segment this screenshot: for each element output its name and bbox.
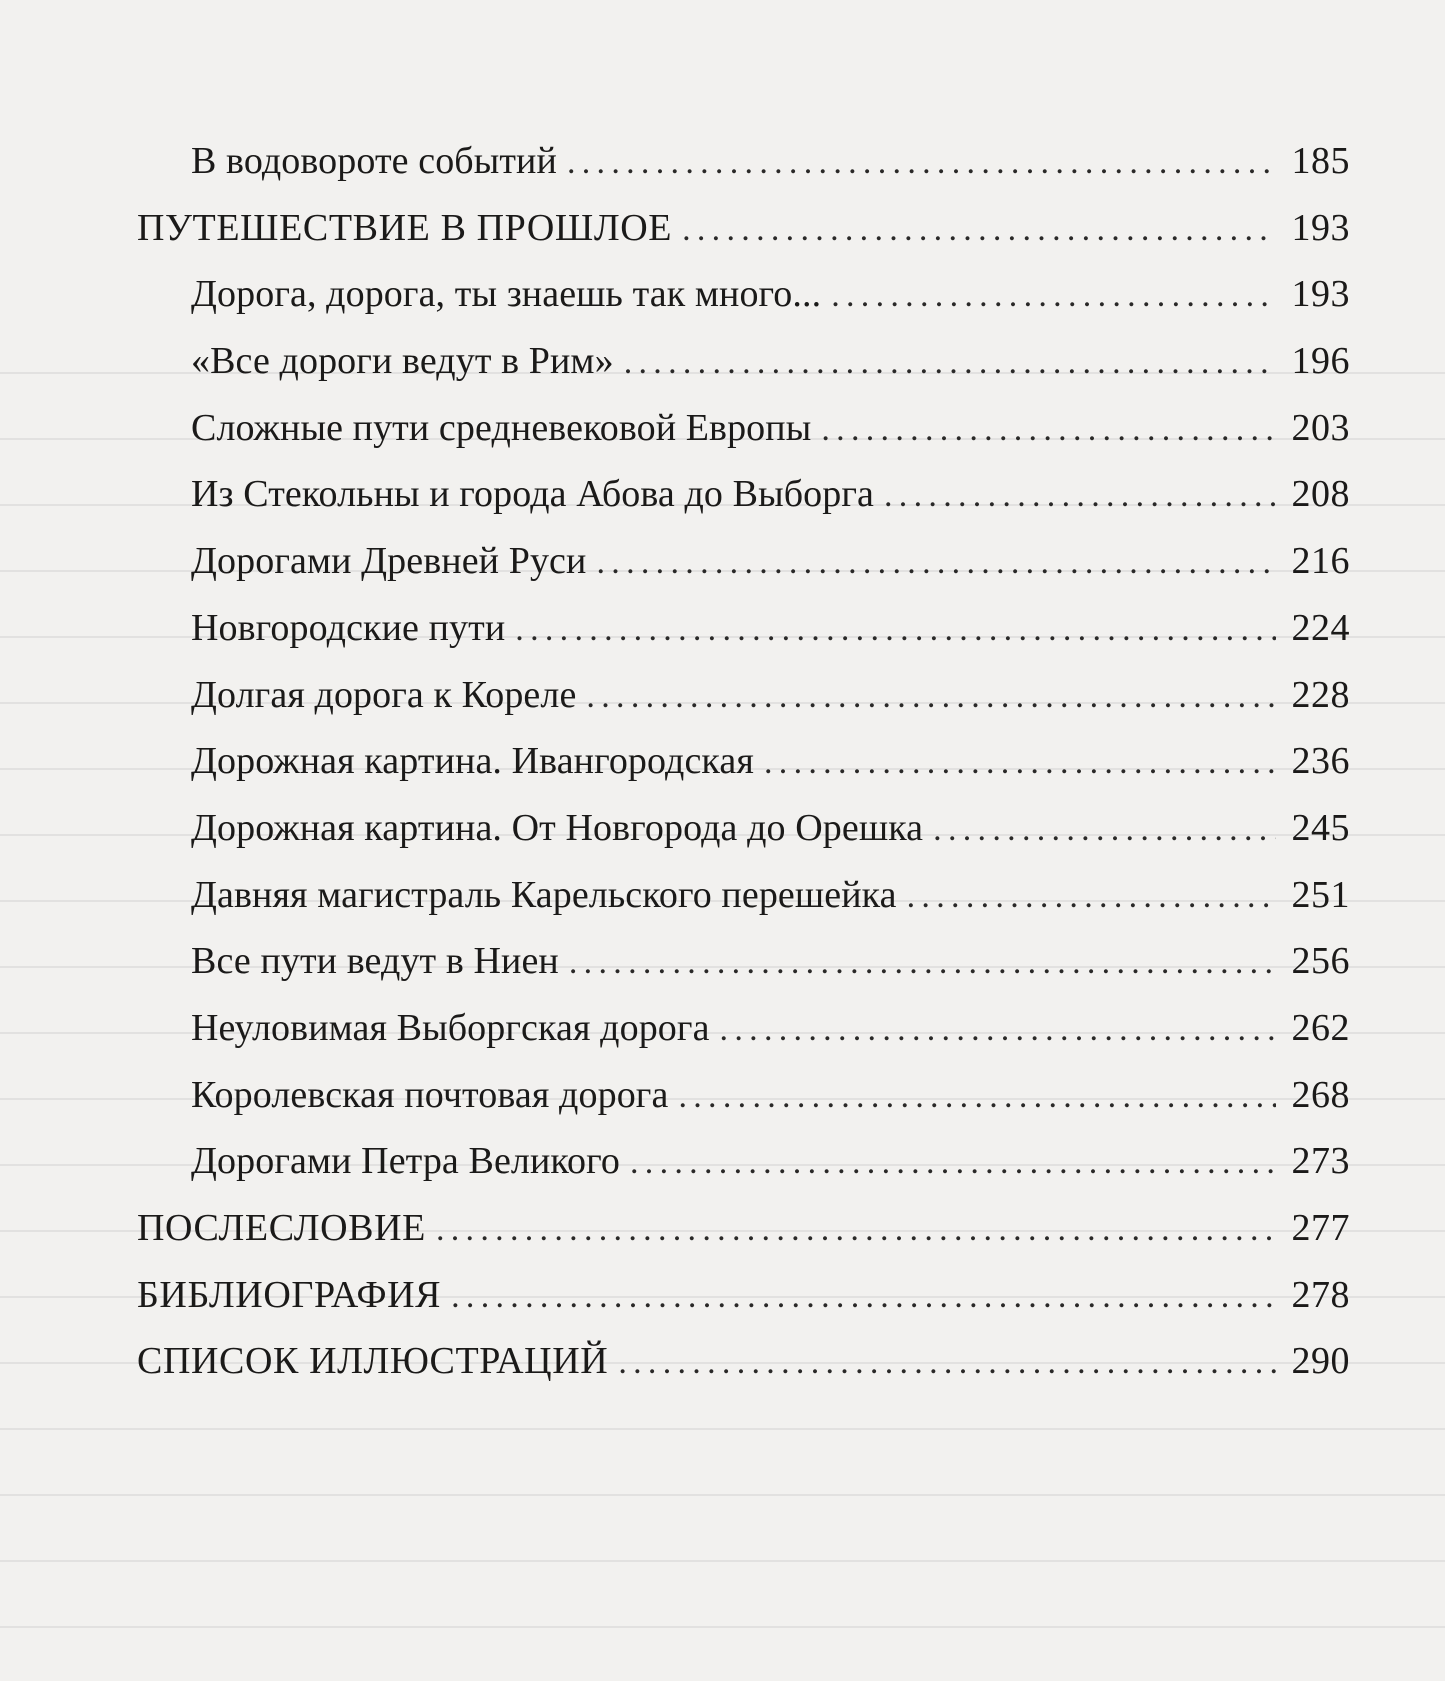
toc-page-number: 236 <box>1291 740 1350 783</box>
toc-entry-title: Долгая дорога к Кореле <box>191 673 577 716</box>
dot-leader <box>451 1264 1276 1331</box>
dot-leader <box>907 864 1276 931</box>
toc-entry-title: Неуловимая Выборгская дорога <box>191 1006 710 1049</box>
dot-leader <box>933 797 1276 864</box>
dot-leader <box>618 1330 1276 1397</box>
toc-entry-title: Все пути ведут в Ниен <box>191 940 559 983</box>
toc-page-number: 268 <box>1291 1073 1350 1116</box>
dot-leader <box>678 1064 1276 1131</box>
dot-leader <box>831 263 1276 330</box>
toc-page-number: 262 <box>1291 1006 1350 1049</box>
dot-leader <box>436 1197 1276 1264</box>
toc-entry[interactable] <box>0 128 1445 195</box>
toc-entry[interactable] <box>0 528 1445 595</box>
toc-page-number: 216 <box>1291 540 1350 583</box>
toc-entry[interactable] <box>0 995 1445 1062</box>
dot-leader <box>764 730 1276 797</box>
toc-page-number: 208 <box>1291 473 1350 516</box>
toc-entry-title: Из Стекольны и города Абова до Выборга <box>191 473 874 516</box>
dot-leader <box>624 330 1276 397</box>
toc-page-number: 290 <box>1291 1340 1350 1383</box>
toc-entry-title: Сложные пути средневековой Европы <box>191 406 812 449</box>
toc-entry[interactable] <box>0 862 1445 929</box>
toc-page-number: 224 <box>1291 606 1350 649</box>
toc-page-number: 256 <box>1291 940 1350 983</box>
toc-page-number: 203 <box>1291 406 1350 449</box>
toc-entry-title: ПОСЛЕСЛОВИЕ <box>137 1207 426 1249</box>
toc-entry[interactable] <box>0 1328 1445 1395</box>
dot-leader <box>515 597 1276 664</box>
toc-entry[interactable] <box>0 1262 1445 1329</box>
dot-leader <box>567 130 1276 197</box>
toc-page-number: 245 <box>1291 806 1350 849</box>
toc-entry[interactable] <box>0 928 1445 995</box>
toc-entry-title: Дорожная картина. От Новгорода до Орешка <box>191 806 924 849</box>
toc-entry[interactable] <box>0 461 1445 528</box>
toc-entry-title: Дорога, дорога, ты знаешь так много... <box>191 273 822 316</box>
toc-entry[interactable] <box>0 1062 1445 1129</box>
toc-page-number: 196 <box>1291 340 1350 383</box>
toc-page-number: 185 <box>1291 140 1350 182</box>
toc-page-number: 277 <box>1291 1207 1350 1249</box>
toc-entry-title: «Все дороги ведут в Рим» <box>191 340 614 383</box>
toc-page-number: 278 <box>1291 1273 1350 1316</box>
toc-entry[interactable] <box>0 328 1445 395</box>
toc-entry[interactable] <box>0 595 1445 662</box>
toc-page-number: 193 <box>1291 273 1350 316</box>
dot-leader <box>630 1130 1276 1197</box>
toc-entry-title: БИБЛИОГРАФИЯ <box>137 1273 442 1316</box>
toc-page-number: 228 <box>1291 673 1350 716</box>
dot-leader <box>682 197 1276 264</box>
dot-leader <box>569 930 1276 997</box>
toc-entry[interactable] <box>0 662 1445 729</box>
toc-entry-title: СПИСОК ИЛЛЮСТРАЦИЙ <box>137 1340 609 1383</box>
toc-entry[interactable] <box>0 728 1445 795</box>
dot-leader <box>884 463 1276 530</box>
toc-entry-title: В водовороте событий <box>191 140 557 182</box>
dot-leader <box>596 530 1276 597</box>
toc-entry[interactable] <box>0 795 1445 862</box>
toc-entry-title: Дорогами Петра Великого <box>191 1140 620 1183</box>
dot-leader <box>586 664 1276 731</box>
toc-entry[interactable] <box>0 261 1445 328</box>
toc-entry-title: Новгородские пути <box>191 606 506 649</box>
toc-entry[interactable] <box>0 395 1445 462</box>
toc-entry-title: Давняя магистраль Карельского перешейка <box>191 873 897 916</box>
toc-entry[interactable] <box>0 1128 1445 1195</box>
toc-entry-title: Королевская почтовая дорога <box>191 1073 669 1116</box>
toc-entry-title: ПУТЕШЕСТВИЕ В ПРОШЛОЕ <box>137 206 673 249</box>
toc-entry[interactable] <box>0 1195 1445 1262</box>
toc-entry[interactable] <box>0 195 1445 262</box>
toc-entry-title: Дорогами Древней Руси <box>191 540 587 583</box>
toc-page-number: 251 <box>1291 873 1350 916</box>
toc-page-number: 273 <box>1291 1140 1350 1183</box>
toc-entry-title: Дорожная картина. Ивангородская <box>191 740 754 783</box>
dot-leader <box>821 397 1276 464</box>
toc-page-number: 193 <box>1291 206 1350 249</box>
dot-leader <box>720 997 1276 1064</box>
table-of-contents <box>0 128 1445 1395</box>
